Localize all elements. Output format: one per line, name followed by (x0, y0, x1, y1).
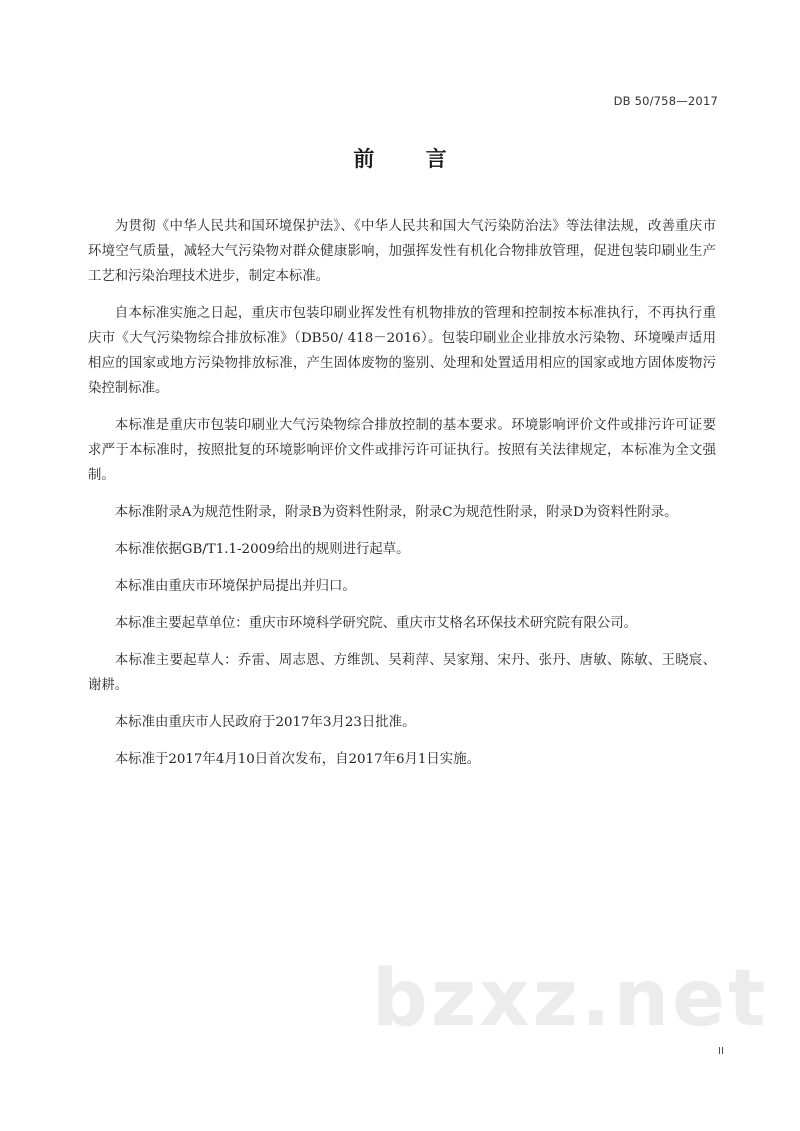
paragraph-drafting-rules: 本标准依据GB/T1.1-2009给出的规则进行起草。 (114, 542, 410, 557)
page-number: II (718, 1046, 724, 1057)
paragraph-appendix: 本标准附录A为规范性附录，附录B为资料性附录，附录C为规范性附录，附录D为资料性附录。 (114, 505, 678, 520)
paragraph-drafters: 本标准主要起草人：乔雷、周志恩、方维凯、吴莉萍、吴家翔、宋丹、张丹、唐敏、陈敏、王晓宸、谢耕。 (88, 653, 716, 693)
paragraph-scope: 自本标准实施之日起，重庆市包装印刷业挥发性有机物排放的管理和控制按本标准执行，不再执行重庆市《大气污染物综合排放标准》（DB50/ 418－2016）。包装印刷业企业排放水污染物、环境噪声适用相应的国家或地方污染物排放标准，产生固体废物的鉴别、处理和处置适用相应的国家或地方固体废物污染控制标准。 (88, 306, 716, 396)
paragraph-approval: 本标准由重庆市人民政府于2017年3月23日批准。 (114, 715, 416, 730)
paragraph-proposer: 本标准由重庆市环境保护局提出并归口。 (114, 579, 356, 594)
paragraph-requirements: 本标准是重庆市包装印刷业大气污染物综合排放控制的基本要求。环境影响评价文件或排污许可证要求严于本标准时，按照批复的环境影响评价文件或排污许可证执行。按照有关法律规定，本标准为全文强制。 (88, 418, 716, 483)
document-code: DB 50/758—2017 (613, 94, 718, 108)
page-title: 前 言 (353, 147, 469, 171)
paragraph-release: 本标准于2017年4月10日首次发布，自2017年6月1日实施。 (114, 752, 480, 767)
paragraph-purpose: 为贯彻《中华人民共和国环境保护法》、《中华人民共和国大气污染防治法》等法律法规，改善重庆市环境空气质量，减轻大气污染物对群众健康影响，加强挥发性有机化合物排放管理，促进包装印刷业生产工艺和污染治理技术进步，制定本标准。 (88, 219, 716, 284)
body-text (88, 214, 716, 784)
paragraph-drafting-units: 本标准主要起草单位：重庆市环境科学研究院、重庆市艾格名环保技术研究院有限公司。 (114, 616, 638, 631)
watermark: bzxz.net (372, 954, 769, 1044)
